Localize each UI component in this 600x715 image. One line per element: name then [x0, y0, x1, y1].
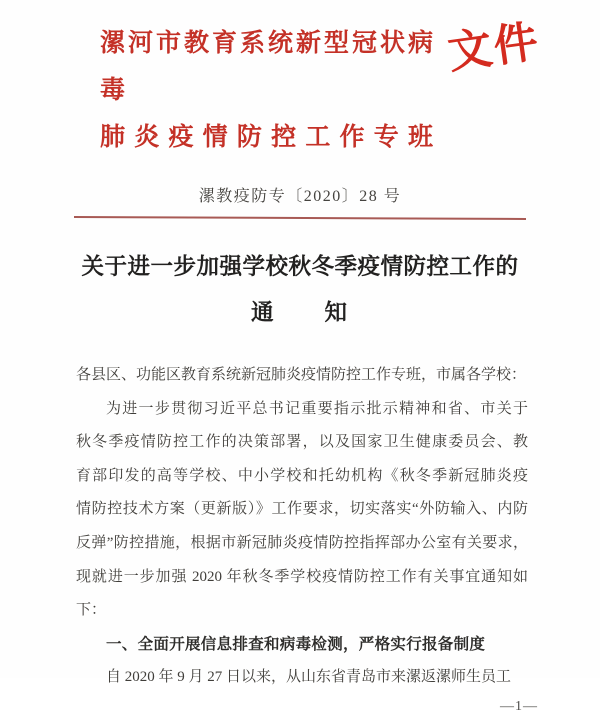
page-number: —1—	[500, 698, 538, 714]
body-line: 反弹”防控措施，根据市新冠肺炎疫情防控指挥部办公室有关要求，	[76, 534, 528, 551]
document-title-line2: 通 知	[250, 300, 349, 325]
body-line: 自 2020 年 9 月 27 日以来，从山东省青岛市来漯返漯师生员工	[106, 669, 512, 686]
document-type-stamp: 文件	[444, 16, 543, 79]
page-footer	[0, 695, 600, 715]
body-line: 秋冬季疫情防控工作的决策部署，以及国家卫生健康委员会、教	[76, 434, 528, 451]
red-divider-line	[74, 216, 526, 220]
body-line: 现就进一步加强 2020 年秋冬季学校疫情防控工作有关事宜通知如	[76, 568, 528, 585]
org-name-line2: 肺炎疫情防控工作专班	[100, 124, 434, 151]
document-number: 漯教疫防专〔2020〕28 号	[198, 188, 402, 205]
document-title-line1: 关于进一步加强学校秋冬季疫情防控工作的	[81, 254, 519, 279]
salutation-line: 各县区、功能区教育系统新冠肺炎疫情防控工作专班，市属各学校：	[76, 367, 527, 383]
document-title	[0, 251, 600, 329]
org-name-line1: 漯河市教育系统新型冠状病毒	[100, 30, 434, 104]
body-line: 下：	[76, 602, 107, 619]
issuing-org-name	[100, 20, 434, 161]
section-heading: 一、全面开展信息排查和病毒检测，严格实行报备制度	[106, 635, 486, 653]
body-line: 为进一步贯彻习近平总书记重要指示批示精神和省、市关于	[106, 400, 528, 417]
body-line: 育部印发的高等学校、中小学校和托幼机构《秋冬季新冠肺炎疫	[76, 467, 528, 484]
body-line: 情防控技术方案（更新版）》工作要求，切实落实“外防输入、内防	[76, 501, 528, 518]
document-body	[0, 359, 600, 695]
letterhead	[0, 0, 600, 161]
